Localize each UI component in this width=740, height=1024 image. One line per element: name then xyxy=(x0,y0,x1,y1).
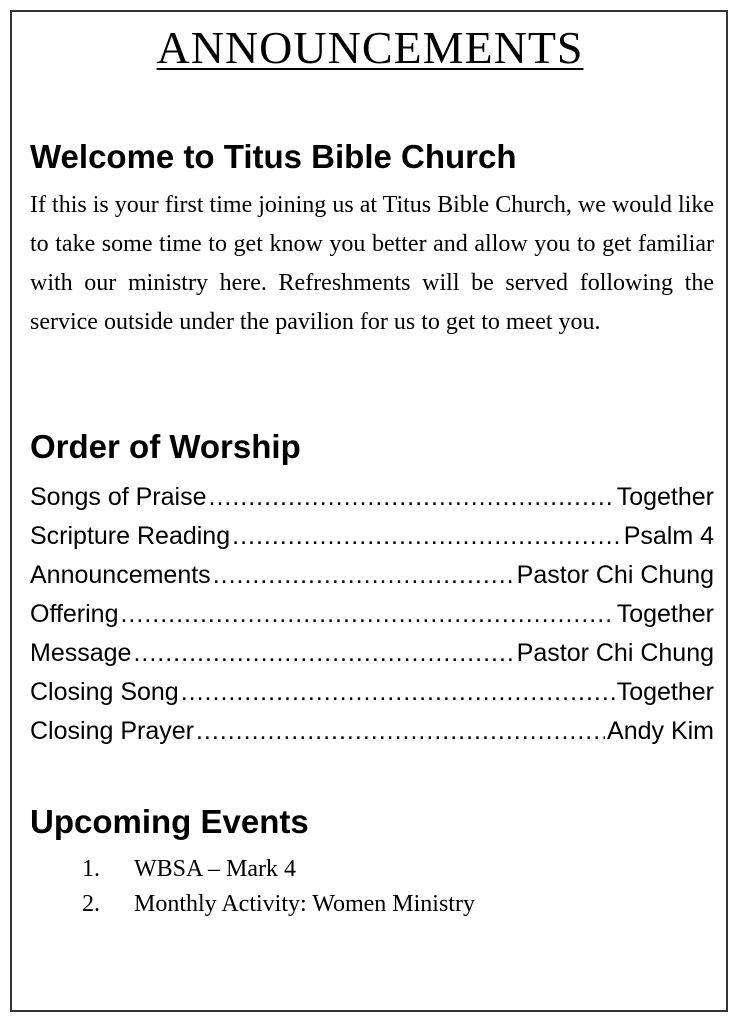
dot-leader xyxy=(181,673,615,712)
event-text: Monthly Activity: Women Ministry xyxy=(134,891,475,917)
list-number: 2. xyxy=(82,891,100,917)
worship-row xyxy=(30,673,714,712)
worship-leader: Together xyxy=(616,600,714,628)
worship-row xyxy=(30,634,714,673)
worship-item: Closing Prayer xyxy=(30,717,194,745)
dot-leader xyxy=(120,595,614,634)
dot-leader xyxy=(232,517,622,556)
order-of-worship-heading: Order of Worship xyxy=(30,428,301,465)
event-text: WBSA – Mark 4 xyxy=(134,856,296,882)
list-item xyxy=(30,852,475,887)
worship-item: Closing Song xyxy=(30,678,179,706)
welcome-paragraph: If this is your first time joining us at Titus Bible Church, we would like to take some time to get know you better and allow you to get familiar with our ministry here. Refreshments will be served following the service outside under the pavilion for us to get to meet you. xyxy=(30,192,714,335)
worship-item: Offering xyxy=(30,600,119,628)
worship-leader: Together xyxy=(616,678,714,706)
list-number: 1. xyxy=(82,856,100,882)
worship-leader: Psalm 4 xyxy=(623,522,714,550)
worship-leader: Pastor Chi Chung xyxy=(516,639,714,667)
worship-row xyxy=(30,595,714,634)
worship-row xyxy=(30,712,714,751)
worship-item: Songs of Praise xyxy=(30,483,207,511)
worship-row xyxy=(30,478,714,517)
worship-item: Announcements xyxy=(30,561,211,589)
welcome-heading: Welcome to Titus Bible Church xyxy=(30,138,517,175)
dot-leader xyxy=(196,712,605,751)
worship-item: Scripture Reading xyxy=(30,522,231,550)
list-item xyxy=(30,887,475,922)
dot-leader xyxy=(209,478,615,517)
worship-leader: Together xyxy=(616,483,714,511)
worship-leader: Pastor Chi Chung xyxy=(516,561,714,589)
order-of-worship-list xyxy=(30,478,714,751)
worship-row xyxy=(30,556,714,595)
worship-row xyxy=(30,517,714,556)
worship-item: Message xyxy=(30,639,132,667)
upcoming-events-heading: Upcoming Events xyxy=(30,803,309,840)
dot-leader xyxy=(133,634,514,673)
dot-leader xyxy=(213,556,515,595)
page-title: ANNOUNCEMENTS xyxy=(156,22,584,73)
worship-leader: Andy Kim xyxy=(607,717,714,745)
upcoming-events-list xyxy=(30,852,475,922)
